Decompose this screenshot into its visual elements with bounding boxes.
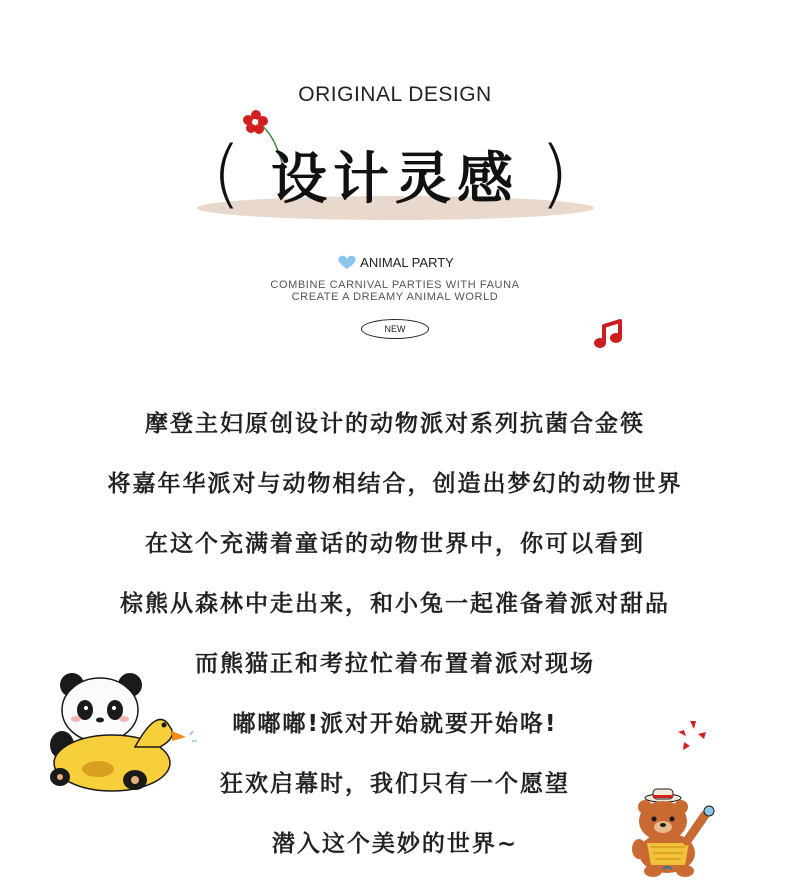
title-paren-right: ) <box>540 131 569 217</box>
body-line-8: 潜入这个美妙的世界~ <box>271 831 519 857</box>
eyebrow-text: ORIGINAL DESIGN <box>298 83 492 106</box>
body-line-2: 将嘉年华派对与动物相结合，创造出梦幻的动物世界 <box>107 471 683 497</box>
tag-text: ANIMAL PARTY <box>360 255 454 270</box>
page-title: 设计灵感 <box>271 147 519 212</box>
body-line-5: 而熊猫正和考拉忙着布置着派对现场 <box>195 651 595 677</box>
body-line-4: 棕熊从森林中走出来，和小兔一起准备着派对甜品 <box>120 591 670 617</box>
tag-line <box>0 254 790 270</box>
body-line-3: 在这个充满着童话的动物世界中，你可以看到 <box>145 531 645 557</box>
body-line-6: 嘟嘟嘟!派对开始就要开始咯! <box>232 711 558 737</box>
new-badge: NEW <box>361 319 429 339</box>
heart-icon <box>336 254 358 270</box>
music-note-icon <box>592 318 626 350</box>
bear-illustration <box>625 785 725 880</box>
subtitle-line-2: CREATE A DREAMY ANIMAL WORLD <box>291 291 499 303</box>
splash-icon <box>676 718 708 752</box>
subtitle-line-1: COMBINE CARNIVAL PARTIES WITH FAUNA <box>270 279 520 291</box>
panda-duck-illustration <box>40 665 200 800</box>
title-paren-left: ( <box>212 131 241 217</box>
body-line-7: 狂欢启幕时，我们只有一个愿望 <box>220 771 570 797</box>
body-line-1: 摩登主妇原创设计的动物派对系列抗菌合金筷 <box>145 411 645 437</box>
